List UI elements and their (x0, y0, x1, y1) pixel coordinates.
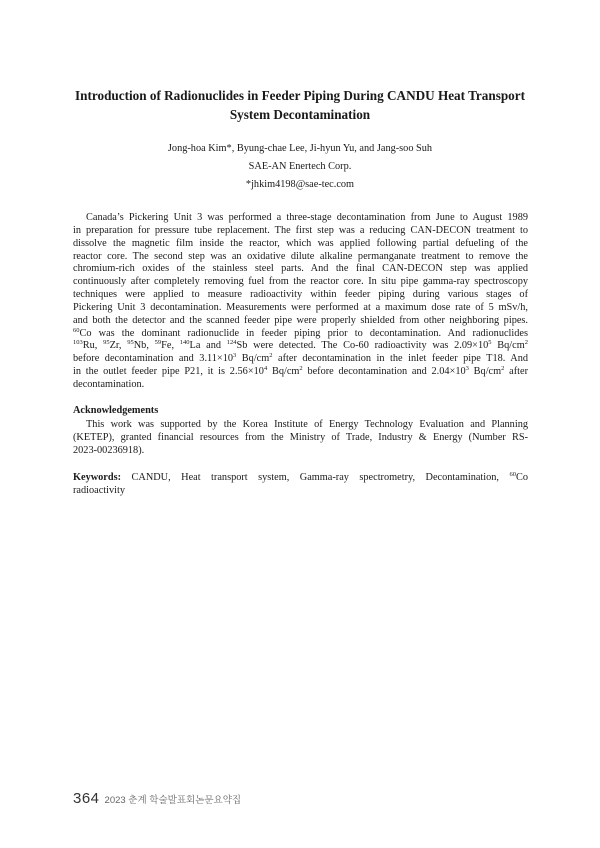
abstract-text: Bq/cm (491, 340, 525, 352)
abstract-line (73, 340, 528, 353)
keywords (73, 471, 528, 497)
abstract-text: Sb were detected. The Co-60 radioactivity was 2.09×10 (236, 340, 489, 352)
author-list: Jong-hoa Kim*, Byung-chae Lee, Ji-hyun Yu, and Jang-soo Suh (167, 143, 433, 154)
abstract-line: and both the detector and the scanned feeder pipe were properly shielded from other neighboring pipes. (73, 314, 528, 326)
page-number: 364 (73, 790, 100, 807)
isotope-superscript: 95 (103, 339, 110, 347)
keywords-text: Co (515, 472, 528, 483)
abstract-text: in the outlet feeder pipe P21, it is 2.56×10 (73, 366, 264, 378)
abstract-text: Bq/cm (236, 353, 270, 365)
isotope-superscript: 60 (509, 471, 516, 478)
abstract-line: Canada’s Pickering Unit 3 was performed a three-stage decontamination from June to August 1989 (86, 212, 528, 223)
acknowledgements-body (73, 419, 528, 458)
isotope-superscript: 95 (127, 339, 134, 347)
page-footer (73, 790, 241, 808)
isotope-superscript: 60 (73, 326, 80, 334)
abstract-text: La and (189, 340, 227, 352)
abstract-text: after (504, 366, 529, 378)
conference-proceedings-title: 2023 춘계 학술발표회논문요약집 (104, 795, 242, 806)
paper-title (60, 86, 540, 124)
ack-line: 2023-00236918). (73, 444, 145, 456)
exponent: 5 (488, 339, 492, 347)
abstract-line: continuously after completely removing fuel from the reactor core. In situ pipe gamma-ray spectroscopy (73, 276, 528, 288)
isotope-superscript: 59 (154, 339, 162, 347)
ack-line: This work was supported by the Korea Institute of Energy Technology Evaluation and Planning (86, 419, 528, 430)
isotope-superscript: 103 (73, 339, 83, 347)
unit-exponent: 2 (501, 365, 505, 373)
corresponding-email[interactable]: *jhkim4198@sae-tec.com (245, 179, 355, 190)
keywords-text: CANDU, Heat transport system, Gamma-ray spectrometry, Decontamination, (121, 472, 510, 483)
keywords-line (73, 471, 528, 484)
abstract-text: Nb, (133, 340, 155, 352)
title-line-1: Introduction of Radionuclides in Feeder Piping During CANDU Heat Transport (75, 88, 525, 103)
exponent: 3 (233, 352, 237, 360)
title-line-2: System Decontamination (229, 107, 371, 122)
abstract-line: chromium-rich oxides of the stainless steel parts. And the final CAN-DECON step was applied (73, 263, 528, 275)
unit-exponent: 2 (269, 352, 273, 360)
isotope-superscript: 140 (179, 339, 190, 347)
acknowledgements-heading: Acknowledgements (73, 405, 159, 416)
abstract-line: reactor core. The second step was an oxidative dilute alkaline permanganate treatment to remove the (73, 250, 528, 262)
isotope-superscript: 124 (226, 339, 237, 347)
abstract-text: Ru, (82, 340, 104, 352)
abstract-text: Fe, (161, 340, 180, 352)
abstract-text: before decontamination and 2.04×10 (302, 366, 466, 378)
abstract-line (73, 328, 528, 341)
keywords-label: Keywords: (73, 472, 122, 483)
abstract-text: after decontamination in the inlet feeder pipe T18. And (272, 353, 528, 365)
affiliation: SAE-AN Enertech Corp. (248, 161, 352, 172)
abstract-line: techniques were applied to measure radioactivity within feeder piping during various stages of (73, 289, 528, 301)
abstract-text: before decontamination and 3.11×10 (73, 353, 234, 365)
unit-exponent: 2 (524, 339, 528, 347)
ack-line: (KETEP), granted financial resources from the Ministry of Trade, Industry & Energy (Number RS- (73, 431, 528, 443)
abstract-line (73, 366, 528, 379)
unit-exponent: 2 (299, 365, 303, 373)
abstract-line: dissolve the magnetic film inside the reactor, which was applied following partial defueling of the (73, 237, 528, 249)
abstract-text: Zr, (109, 340, 128, 352)
abstract-line: Pickering Unit 3 decontamination. Measurements were performed at a maximum dose rate of 5 mSv/h, (73, 301, 528, 313)
abstract-text: Bq/cm (468, 366, 502, 378)
abstract-text: Bq/cm (267, 366, 300, 378)
keywords-line: radioactivity (73, 485, 126, 496)
abstract-text: Co was the dominant radionuclide in feeder piping prior to decontamination. And radionuclides (79, 327, 528, 339)
abstract-line: decontamination. (73, 378, 145, 390)
abstract-line: in preparation for pressure tube replacement. The first step was a reducing CAN-DECON treatment to (73, 224, 528, 236)
abstract (73, 212, 528, 392)
exponent: 4 (263, 365, 268, 373)
exponent: 3 (465, 365, 469, 373)
